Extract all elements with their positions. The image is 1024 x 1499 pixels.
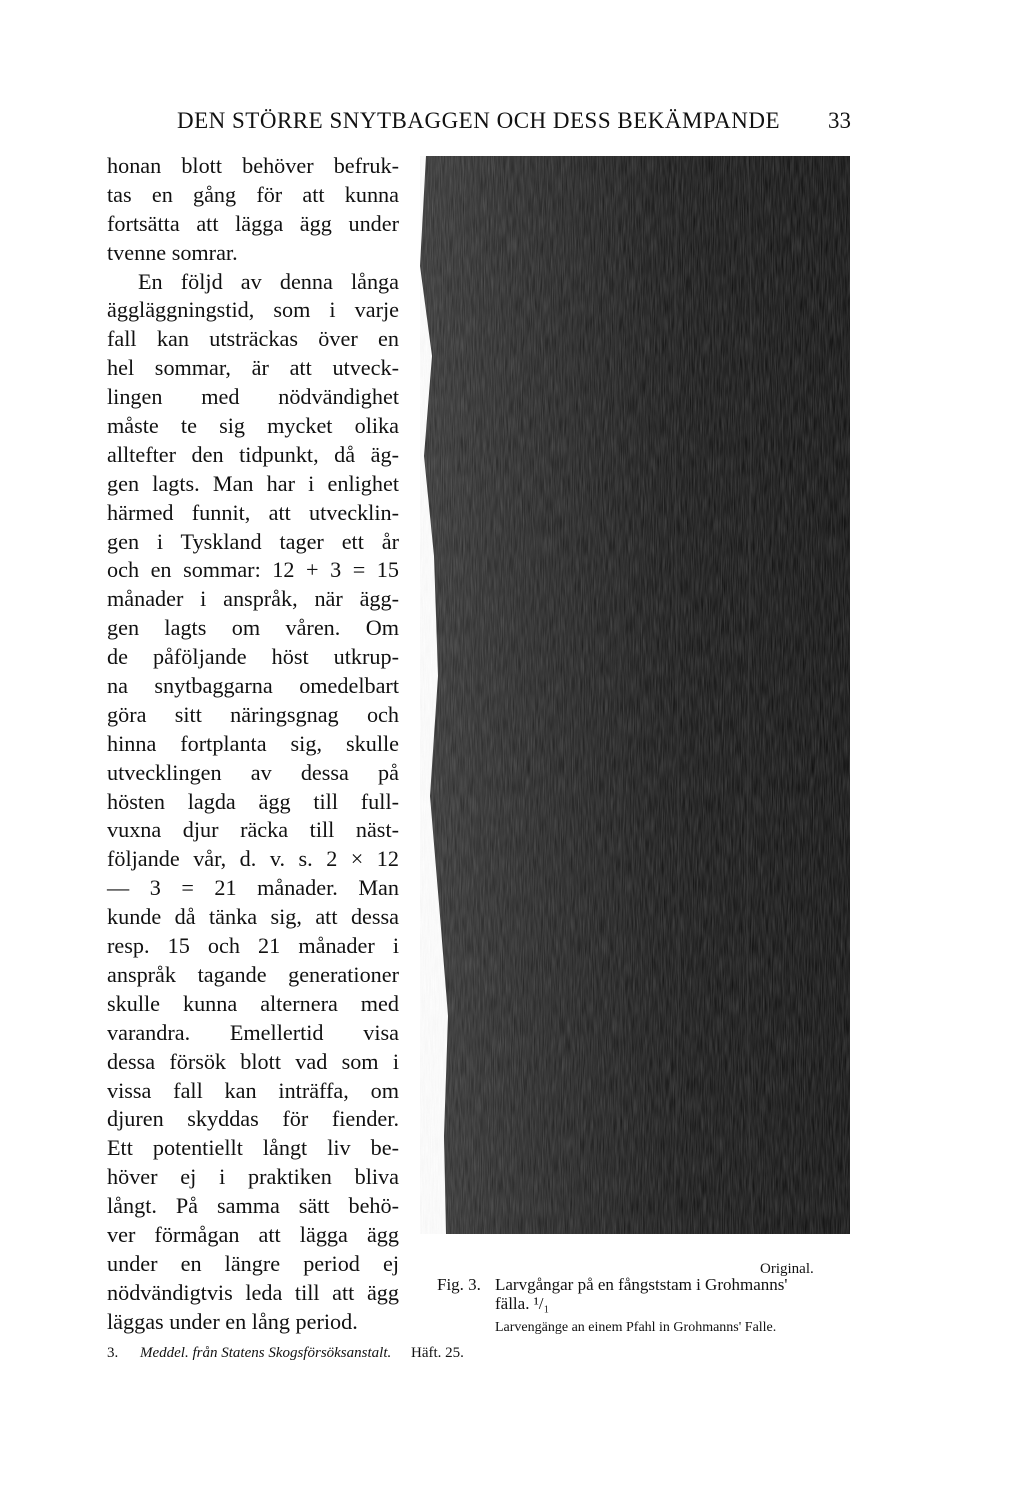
- page-number: 33: [828, 108, 851, 133]
- page-footer: [107, 1345, 464, 1362]
- text-line: lingen med nödvändighet: [107, 384, 399, 410]
- text-line: och en sommar: 12 + 3 = 15: [107, 557, 399, 583]
- caption-line: fälla. ¹/₁: [495, 1294, 550, 1313]
- signature-mark: 3.: [107, 1345, 119, 1361]
- text-line: skulle kunna alternera med: [107, 990, 399, 1016]
- text-line: följande vår, d. v. s. 2 × 12: [107, 846, 399, 872]
- figure-credit: Original.: [760, 1261, 814, 1277]
- text-line: vissa fall kan inträffa, om: [107, 1077, 399, 1103]
- text-line: månader i anspråk, när ägg-: [107, 586, 399, 612]
- text-line: höver ej i praktiken bliva: [107, 1164, 399, 1190]
- text-line: fall kan utsträckas över en: [107, 326, 399, 352]
- text-line: resp. 15 och 21 månader i: [107, 933, 399, 959]
- text-line: härmed funnit, att utvecklin-: [107, 499, 399, 525]
- text-line: gen lagts om våren. Om: [107, 615, 399, 641]
- text-line: na snytbaggarna omedelbart: [107, 673, 399, 699]
- text-line: tas en gång för att kunna: [107, 181, 399, 207]
- text-line: de påföljande höst utkrup-: [107, 644, 399, 670]
- text-line: under en längre period ej: [107, 1250, 399, 1276]
- text-line: göra sitt näringsgnag och: [107, 701, 399, 727]
- running-title: DEN STÖRRE SNYTBAGGEN OCH DESS BEKÄMPANDE: [177, 108, 781, 133]
- text-line: nödvändigtvis leda till att ägg: [107, 1279, 399, 1305]
- text-line: kunde då tänka sig, att dessa: [107, 904, 399, 930]
- text-line: gen lagts. Man har i enlighet: [107, 470, 399, 496]
- body-text: [107, 152, 399, 1337]
- text-line: gen i Tyskland tager ett år: [107, 528, 399, 554]
- text-line: vuxna djur räcka till näst-: [107, 817, 399, 843]
- text-line: hösten lagda ägg till full-: [107, 788, 399, 814]
- journal-title: Meddel. från Statens Skogsförsöksanstalt.: [140, 1345, 392, 1361]
- text-line: tvenne somrar.: [107, 239, 238, 265]
- running-header: [0, 108, 1024, 140]
- text-line: Ett potentiellt långt liv be-: [107, 1135, 399, 1161]
- text-line: honan blott behöver befruk-: [107, 153, 399, 178]
- text-line: hel sommar, är att utveck-: [107, 355, 399, 381]
- text-line: varandra. Emellertid visa: [107, 1019, 399, 1045]
- text-line: måste te sig mycket olika: [107, 413, 399, 439]
- text-line: dessa försök blott vad som i: [107, 1048, 399, 1074]
- text-line: fortsätta att lägga ägg under: [107, 210, 399, 236]
- figure-photo: [418, 156, 850, 1234]
- text-line: alltefter den tidpunkt, då äg-: [107, 441, 399, 467]
- figure-caption-german: Larvengänge an einem Pfahl in Grohmanns' Falle.: [495, 1320, 777, 1335]
- text-line: En följd av denna långa: [138, 268, 399, 294]
- text-line: hinna fortplanta sig, skulle: [107, 730, 399, 756]
- text-line: läggas under en lång period.: [107, 1308, 358, 1334]
- text-line: ver förmågan att lägga ägg: [107, 1221, 399, 1247]
- text-line: äggläggningstid, som i varje: [107, 297, 399, 323]
- text-line: djuren skyddas för fiender.: [107, 1106, 399, 1132]
- caption-line: Larvgångar på en fångststam i Grohmanns': [495, 1275, 788, 1294]
- figure-label: Fig. 3.: [437, 1275, 481, 1294]
- text-line: — 3 = 21 månader. Man: [107, 875, 399, 901]
- text-line: anspråk tagande generationer: [107, 961, 399, 987]
- issue-number: Häft. 25.: [411, 1345, 464, 1361]
- text-line: långt. På samma sätt behö-: [107, 1193, 399, 1219]
- text-line: utvecklingen av dessa på: [107, 759, 399, 785]
